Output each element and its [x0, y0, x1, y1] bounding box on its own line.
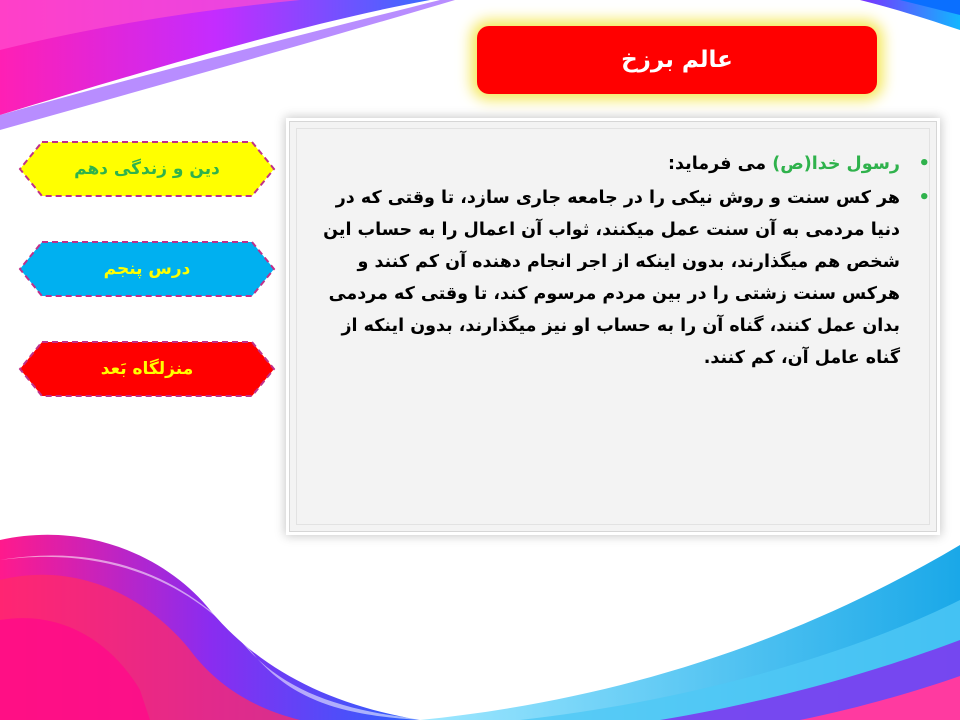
nav-button-book[interactable] — [18, 140, 276, 198]
nav-button-label: درس پنجم — [103, 259, 191, 279]
bullet-text: هر کس سنت و روش نیکی را در جامعه جاری سازد، تا وقتی که در دنیا مردمی به آن سنت عمل میکنند، ثواب آن اعمال را به حساب این شخص هم میگذارند، بدون اینکه از اجر انجام دهنده آن کم کنند و هرکس سنت زشتی را در بین مردم مرسوم کند، تا وقتی که مردمی بدان عمل کنند، گناه آن را به حساب او نیز میگذارند، بدون اینکه از گناه عامل آن، کم کنند. — [323, 188, 900, 368]
nav-button-label: منزلگاه بَعد — [100, 359, 194, 379]
bullet-item — [320, 182, 930, 374]
slide-title — [477, 26, 877, 94]
bullet-dot-icon: • — [918, 187, 930, 208]
nav-button-lesson[interactable] — [18, 240, 276, 298]
bullet-text: می فرماید: — [668, 154, 773, 174]
bullet-green-text: رسول خدا(ص) — [772, 154, 900, 174]
bullet-list — [320, 148, 930, 376]
slide-title-text: عالم برزخ — [621, 47, 733, 73]
nav-button-label: دین و زندگی دهم — [74, 159, 220, 179]
nav-button-topic[interactable] — [18, 340, 276, 398]
bullet-dot-icon: • — [918, 153, 930, 174]
bullet-item — [320, 148, 930, 180]
